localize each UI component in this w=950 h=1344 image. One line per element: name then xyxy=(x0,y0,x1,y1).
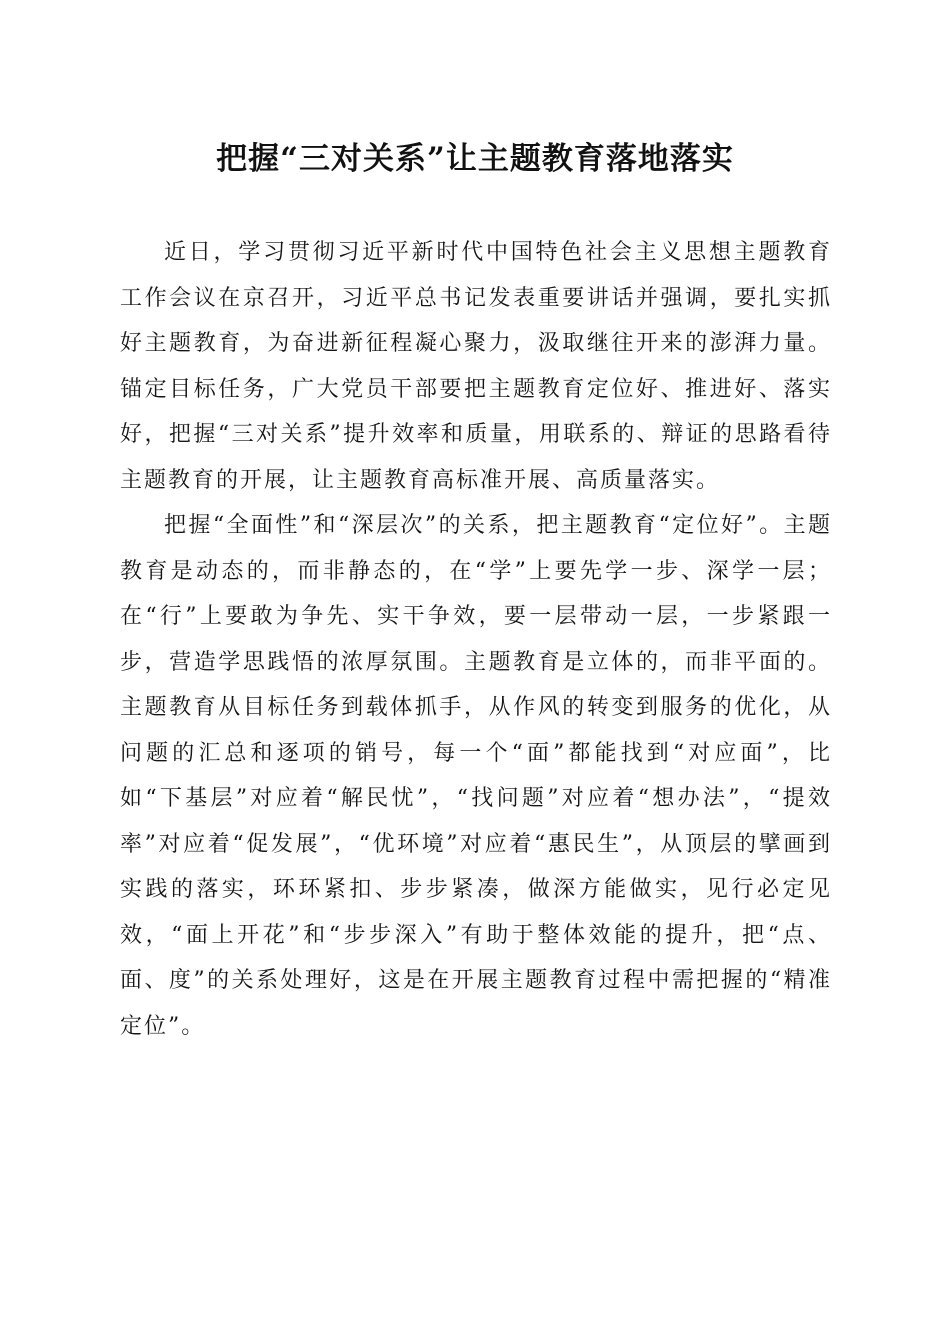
document-title: 把握“三对关系”让主题教育落地落实 xyxy=(216,141,734,177)
paragraph-intro: 近日，学习贯彻习近平新时代中国特色社会主义思想主题教育工作会议在京召开，习近平总书记发表重要讲话并强调，要扎实抓好主题教育，为奋进新征程凝心聚力，汲取继往开来的澎湃力量。锚定目标任务，广大党员干部要把主题教育定位好、推进好、落实好，把握“三对关系”提升效率和质量，用联系的、辩证的思路看待主题教育的开展，让主题教育高标准开展、高质量落实。 xyxy=(120,240,832,493)
document-body xyxy=(120,230,832,1049)
paragraph-positioning: 把握“全面性”和“深层次”的关系，把主题教育“定位好”。主题教育是动态的，而非静态的，在“学”上要先学一步、深学一层；在“行”上要敢为争先、实干争效，要一层带动一层，一步紧跟一步，营造学思践悟的浓厚氛围。主题教育是立体的，而非平面的。主题教育从目标任务到载体抓手，从作风的转变到服务的优化，从问题的汇总和逐项的销号，每一个“面”都能找到“对应面”，比如“下基层”对应着“解民忧”，“找问题”对应着“想办法”，“提效率”对应着“促发展”，“优环境”对应着“惠民生”，从顶层的擘画到实践的落实，环环紧扣、步步紧凑，做深方能做实，见行必定见效，“面上开花”和“步步深入”有助于整体效能的提升，把“点、面、度”的关系处理好，这是在开展主题教育过程中需把握的“精准定位”。 xyxy=(120,513,832,1039)
